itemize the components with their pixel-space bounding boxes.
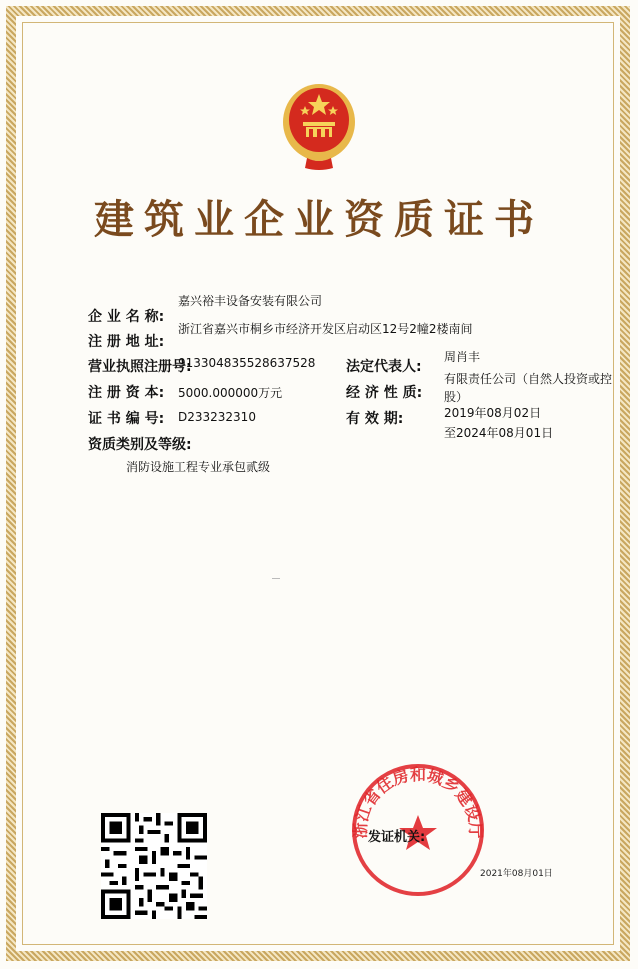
cert-no-value: D233232310 — [178, 410, 256, 424]
capital-label: 注 册 资 本: — [88, 385, 165, 401]
company-name-value: 嘉兴裕丰设备安装有限公司 — [178, 294, 323, 308]
validity-to: 至2024年08月01日 — [444, 426, 554, 440]
address-value: 浙江省嘉兴市桐乡市经济开发区启动区12号2幢2楼南间 — [178, 322, 473, 336]
issuer-label: 发证机关: — [368, 830, 426, 845]
econ-type-value-line2: 股） — [444, 390, 469, 404]
qualification-item: 消防设施工程专业承包贰级 — [126, 460, 271, 474]
center-mark — [272, 578, 280, 579]
legal-rep-value: 周肖丰 — [444, 350, 481, 364]
seal-text: 浙江省住房和城乡建设厅 — [350, 765, 486, 839]
validity-label: 有 效 期: — [346, 411, 404, 427]
license-no-value: 913304835528637528 — [178, 356, 316, 370]
econ-type-label: 经 济 性 质: — [346, 385, 423, 401]
capital-value: 5000.000000万元 — [178, 386, 283, 400]
legal-rep-label: 法定代表人: — [346, 359, 422, 375]
certificate-title: 建筑业企业资质证书 — [94, 196, 544, 243]
qualification-label: 资质类别及等级: — [88, 437, 192, 453]
econ-type-value-line1: 有限责任公司（自然人投资或控 — [444, 372, 613, 386]
company-name-label: 企 业 名 称: — [88, 309, 165, 325]
cert-no-label: 证 书 编 号: — [88, 411, 165, 427]
qr-code — [101, 813, 207, 919]
license-no-label: 营业执照注册号: — [88, 359, 192, 375]
validity-from: 2019年08月02日 — [444, 406, 542, 420]
national-emblem-icon — [279, 80, 359, 172]
address-label: 注 册 地 址: — [88, 334, 165, 350]
issue-date: 2021年08月01日 — [480, 869, 553, 879]
